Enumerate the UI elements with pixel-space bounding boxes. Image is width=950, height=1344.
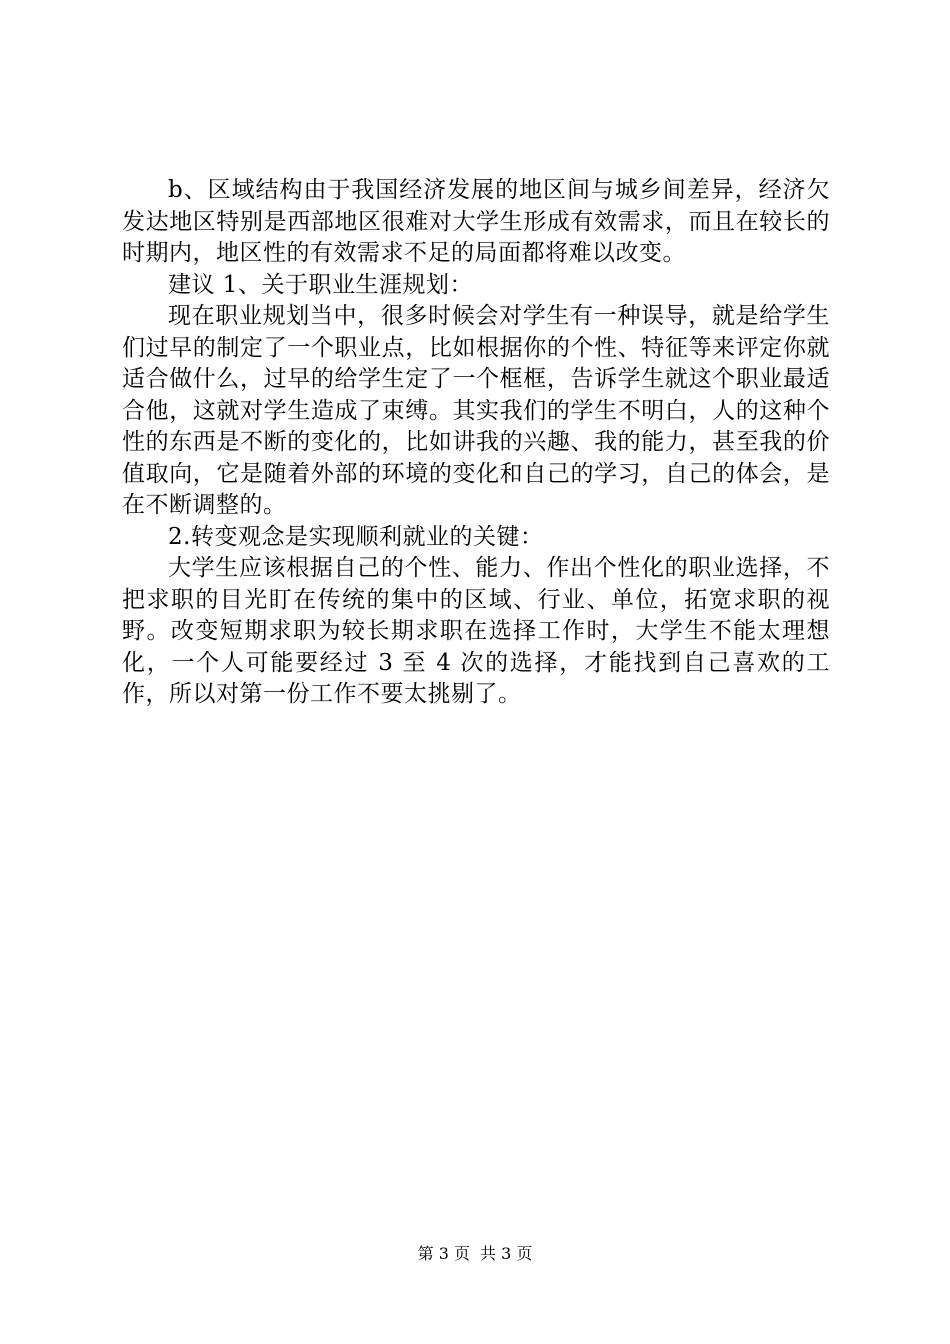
document-body <box>122 175 830 711</box>
page-number-total: 共 3 页 <box>480 1244 533 1263</box>
page-number-current: 第 3 页 <box>417 1244 470 1263</box>
paragraph-career-planning: 现在职业规划当中，很多时候会对学生有一种误导，就是给学生们过早的制定了一个职业点，比如根据你的个性、特征等来评定你就适合做什么，过早的给学生定了一个框框，告诉学生就这个职业最适合他，这就对学生造成了束缚。其实我们的学生不明白，人的这种个性的东西是不断的变化的，比如讲我的兴趣、我的能力，甚至我的价值取向，它是随着外部的环境的变化和自己的学习，自己的体会，是在不断调整的。 <box>122 303 830 518</box>
paragraph-suggestion-heading: 建议 1、关于职业生涯规划： <box>168 271 473 298</box>
paragraph-concept-heading: 2.转变观念是实现顺利就业的关键： <box>168 523 544 550</box>
paragraph-regional-structure: b、区域结构由于我国经济发展的地区间与城乡间差异，经济欠发达地区特别是西部地区很难对大学生形成有效需求，而且在较长的时期内，地区性的有效需求不足的局面都将难以改变。 <box>122 177 830 266</box>
paragraph-job-choice: 大学生应该根据自己的个性、能力、作出个性化的职业选择，不把求职的目光盯在传统的集中的区域、行业、单位，拓宽求职的视野。改变短期求职为较长期求职在选择工作时，大学生不能太理想化，一个人可能要经过 3 至 4 次的选择，才能找到自己喜欢的工作，所以对第一份工作不要太挑剔了。 <box>122 555 830 707</box>
page-footer <box>0 1243 950 1265</box>
